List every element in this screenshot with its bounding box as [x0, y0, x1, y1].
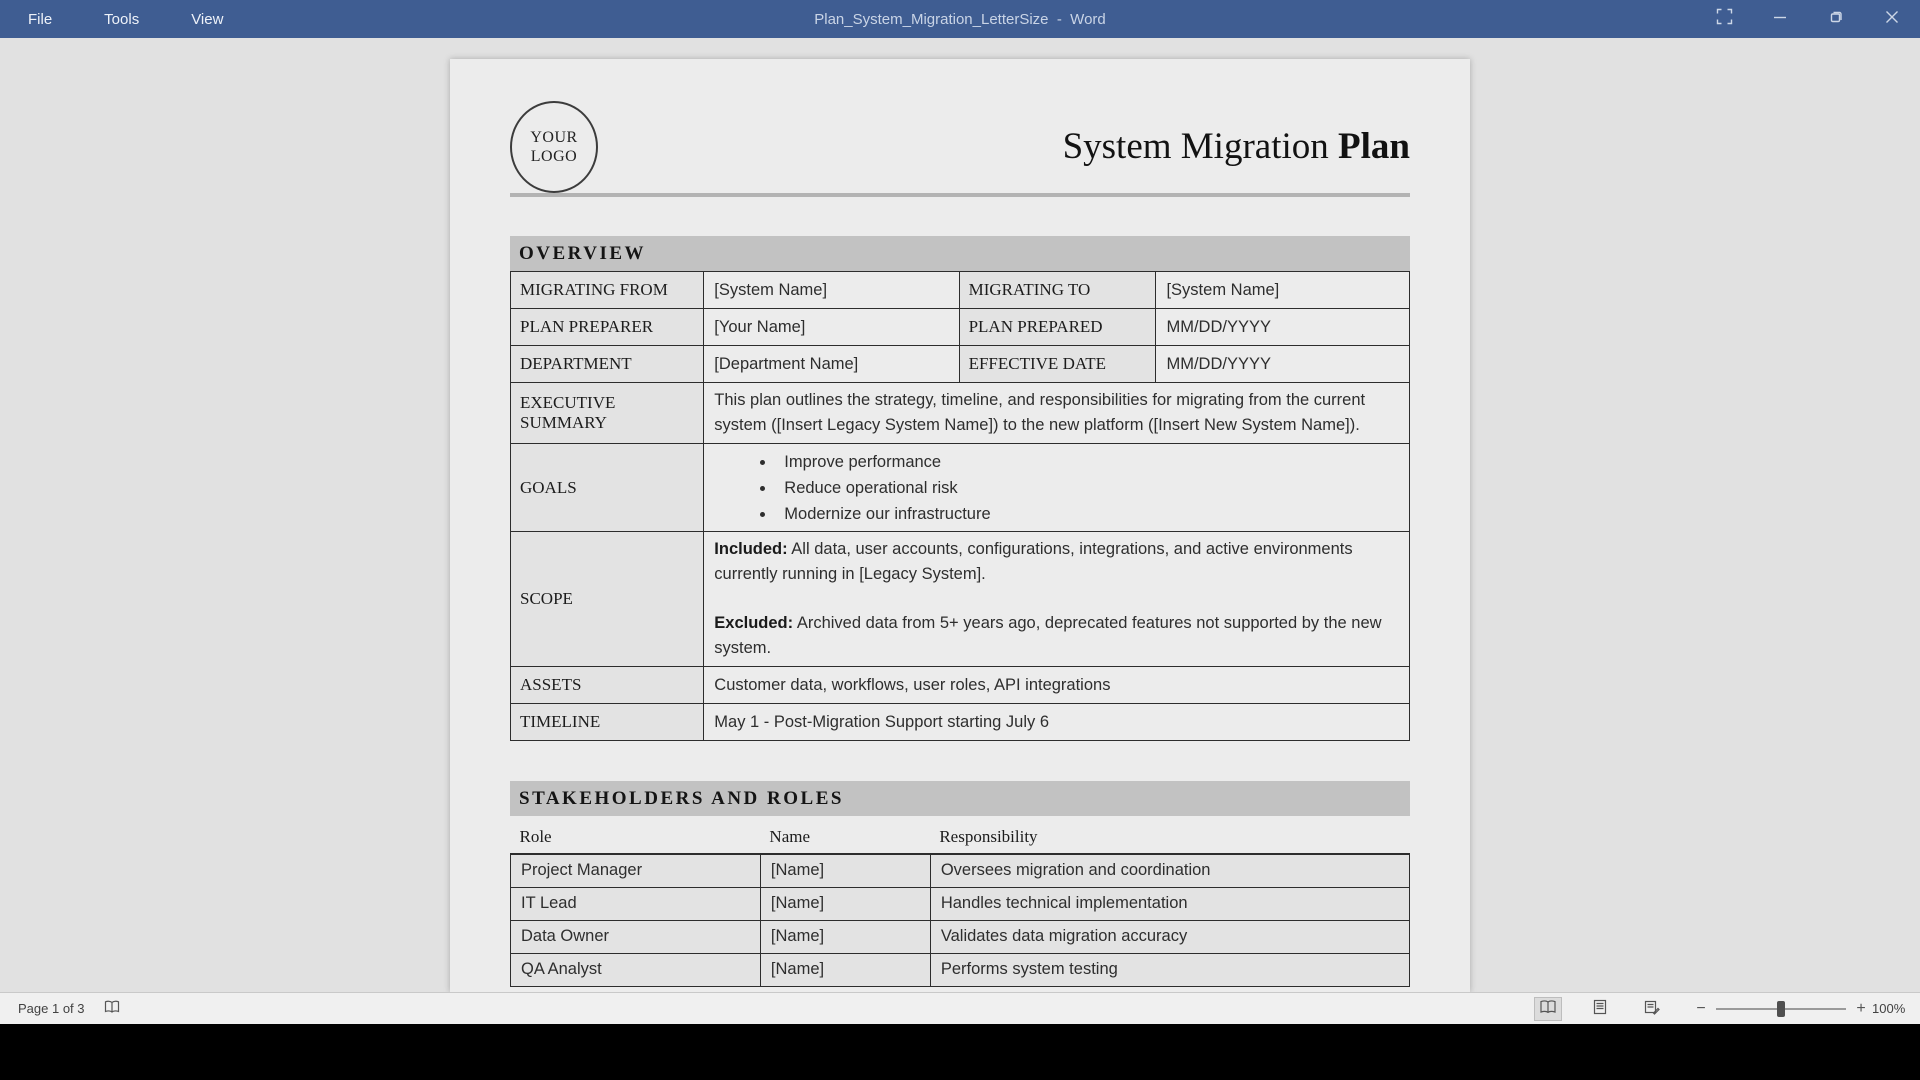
- scope-cell[interactable]: [704, 532, 1410, 667]
- table-row: [511, 704, 1410, 741]
- responsibility-cell[interactable]: Performs system testing: [930, 953, 1409, 986]
- document-canvas: [0, 38, 1920, 992]
- overview-value[interactable]: [System Name]: [704, 272, 959, 309]
- table-row: [511, 309, 1410, 346]
- proofing-button[interactable]: [97, 1000, 127, 1017]
- table-row: [511, 920, 1410, 953]
- name-cell[interactable]: [Name]: [760, 920, 930, 953]
- overview-label: PLAN PREPARED: [959, 309, 1156, 346]
- web-layout-button[interactable]: [1638, 997, 1666, 1021]
- table-row: [511, 444, 1410, 532]
- read-mode-icon: [1539, 1000, 1557, 1017]
- close-icon: [1885, 10, 1899, 29]
- role-cell[interactable]: Data Owner: [511, 920, 761, 953]
- menu-file[interactable]: File: [28, 10, 53, 28]
- read-mode-button[interactable]: [1534, 997, 1562, 1021]
- menu-tools[interactable]: Tools: [104, 10, 140, 28]
- zoom-level[interactable]: 100%: [1872, 1001, 1906, 1016]
- stakeholders-section-header: STAKEHOLDERS AND ROLES: [510, 781, 1410, 816]
- document-header: [510, 100, 1410, 193]
- print-layout-button[interactable]: [1586, 997, 1614, 1021]
- status-left: [0, 1000, 127, 1017]
- overview-value[interactable]: [System Name]: [1156, 272, 1410, 309]
- goal-item: • Improve performance: [776, 449, 1401, 475]
- overview-label: DEPARTMENT: [511, 346, 704, 383]
- menu-view[interactable]: View: [191, 10, 224, 28]
- scope-included-text: All data, user accounts, configurations, integrations, and active environments currently running in [Legacy System].: [714, 540, 1353, 583]
- restore-icon: [1829, 9, 1844, 29]
- role-cell[interactable]: QA Analyst: [511, 953, 761, 986]
- name-cell[interactable]: [Name]: [760, 854, 930, 887]
- table-row: [511, 383, 1410, 444]
- role-cell[interactable]: IT Lead: [511, 887, 761, 920]
- fit-screen-button[interactable]: [1696, 0, 1752, 38]
- screen-background: [0, 1024, 1920, 1080]
- executive-summary-text[interactable]: This plan outlines the strategy, timeline, and responsibilities for migrating from the current system ([Insert Legacy System Name]) to the new platform ([Insert New System Name]).: [704, 383, 1410, 444]
- overview-label: PLAN PREPARER: [511, 309, 704, 346]
- zoom-in-button[interactable]: +: [1856, 999, 1866, 1017]
- document-page[interactable]: [450, 59, 1470, 992]
- scope-excluded-label: Excluded:: [714, 614, 794, 632]
- goals-cell[interactable]: [704, 444, 1410, 532]
- table-row: [511, 532, 1410, 667]
- menu-bar: [0, 0, 261, 38]
- column-header-name: Name: [760, 821, 930, 854]
- overview-value[interactable]: MM/DD/YYYY: [1156, 346, 1410, 383]
- page-indicator[interactable]: Page 1 of 3: [18, 1001, 85, 1016]
- proofing-book-icon: [104, 1000, 120, 1017]
- table-row: [511, 667, 1410, 704]
- timeline-label: TIMELINE: [511, 704, 704, 741]
- goal-item: • Reduce operational risk: [776, 475, 1401, 501]
- name-cell[interactable]: [Name]: [760, 953, 930, 986]
- assets-value[interactable]: Customer data, workflows, user roles, API integrations: [704, 667, 1410, 704]
- column-header-responsibility: Responsibility: [930, 821, 1409, 854]
- window-controls: [1696, 0, 1920, 38]
- assets-label: ASSETS: [511, 667, 704, 704]
- goal-item: • Modernize our infrastructure: [776, 501, 1401, 527]
- fit-screen-icon: [1716, 8, 1733, 30]
- logo-text-line2: LOGO: [530, 147, 578, 165]
- status-right: [1534, 997, 1920, 1021]
- minimize-icon: [1773, 10, 1787, 29]
- timeline-value[interactable]: May 1 - Post-Migration Support starting July 6: [704, 704, 1410, 741]
- table-row: [511, 854, 1410, 887]
- responsibility-cell[interactable]: Oversees migration and coordination: [930, 854, 1409, 887]
- restore-button[interactable]: [1808, 0, 1864, 38]
- print-layout-icon: [1593, 999, 1607, 1018]
- scope-included-label: Included:: [714, 540, 788, 558]
- close-button[interactable]: [1864, 0, 1920, 38]
- zoom-out-button[interactable]: −: [1696, 999, 1706, 1017]
- scope-excluded-text: Archived data from 5+ years ago, deprecated features not supported by the new system.: [714, 614, 1382, 657]
- company-logo[interactable]: [510, 101, 598, 193]
- table-row: [511, 953, 1410, 986]
- table-header-row: [511, 821, 1410, 854]
- goals-list: [714, 449, 1401, 527]
- document-title-normal: System Migration: [1062, 126, 1339, 167]
- header-divider: [510, 193, 1410, 197]
- minimize-button[interactable]: [1752, 0, 1808, 38]
- overview-value[interactable]: [Your Name]: [704, 309, 959, 346]
- overview-value[interactable]: MM/DD/YYYY: [1156, 309, 1410, 346]
- overview-table: [510, 271, 1410, 741]
- document-title-bold: Plan: [1338, 126, 1410, 167]
- table-row: [511, 887, 1410, 920]
- executive-summary-label: EXECUTIVE SUMMARY: [511, 383, 704, 444]
- goals-label: GOALS: [511, 444, 704, 532]
- overview-label: MIGRATING FROM: [511, 272, 704, 309]
- overview-label: EFFECTIVE DATE: [959, 346, 1156, 383]
- stakeholders-table: [510, 821, 1410, 987]
- zoom-slider-handle[interactable]: [1777, 1001, 1785, 1017]
- scope-included: [714, 537, 1401, 587]
- web-layout-icon: [1644, 999, 1660, 1018]
- table-row: [511, 272, 1410, 309]
- zoom-slider[interactable]: [1716, 999, 1846, 1019]
- logo-text-line1: YOUR: [530, 128, 578, 146]
- title-bar: [0, 0, 1920, 38]
- table-row: [511, 346, 1410, 383]
- status-bar: [0, 992, 1920, 1024]
- overview-label: MIGRATING TO: [959, 272, 1156, 309]
- column-header-role: Role: [511, 821, 761, 854]
- role-cell[interactable]: Project Manager: [511, 854, 761, 887]
- scope-label: SCOPE: [511, 532, 704, 667]
- overview-section-header: OVERVIEW: [510, 236, 1410, 271]
- responsibility-cell[interactable]: Validates data migration accuracy: [930, 920, 1409, 953]
- overview-value[interactable]: [Department Name]: [704, 346, 959, 383]
- scope-excluded: [714, 611, 1401, 661]
- window-title: Plan_System_Migration_LetterSize - Word: [814, 10, 1106, 28]
- name-cell[interactable]: [Name]: [760, 887, 930, 920]
- document-title: [1063, 125, 1410, 168]
- responsibility-cell[interactable]: Handles technical implementation: [930, 887, 1409, 920]
